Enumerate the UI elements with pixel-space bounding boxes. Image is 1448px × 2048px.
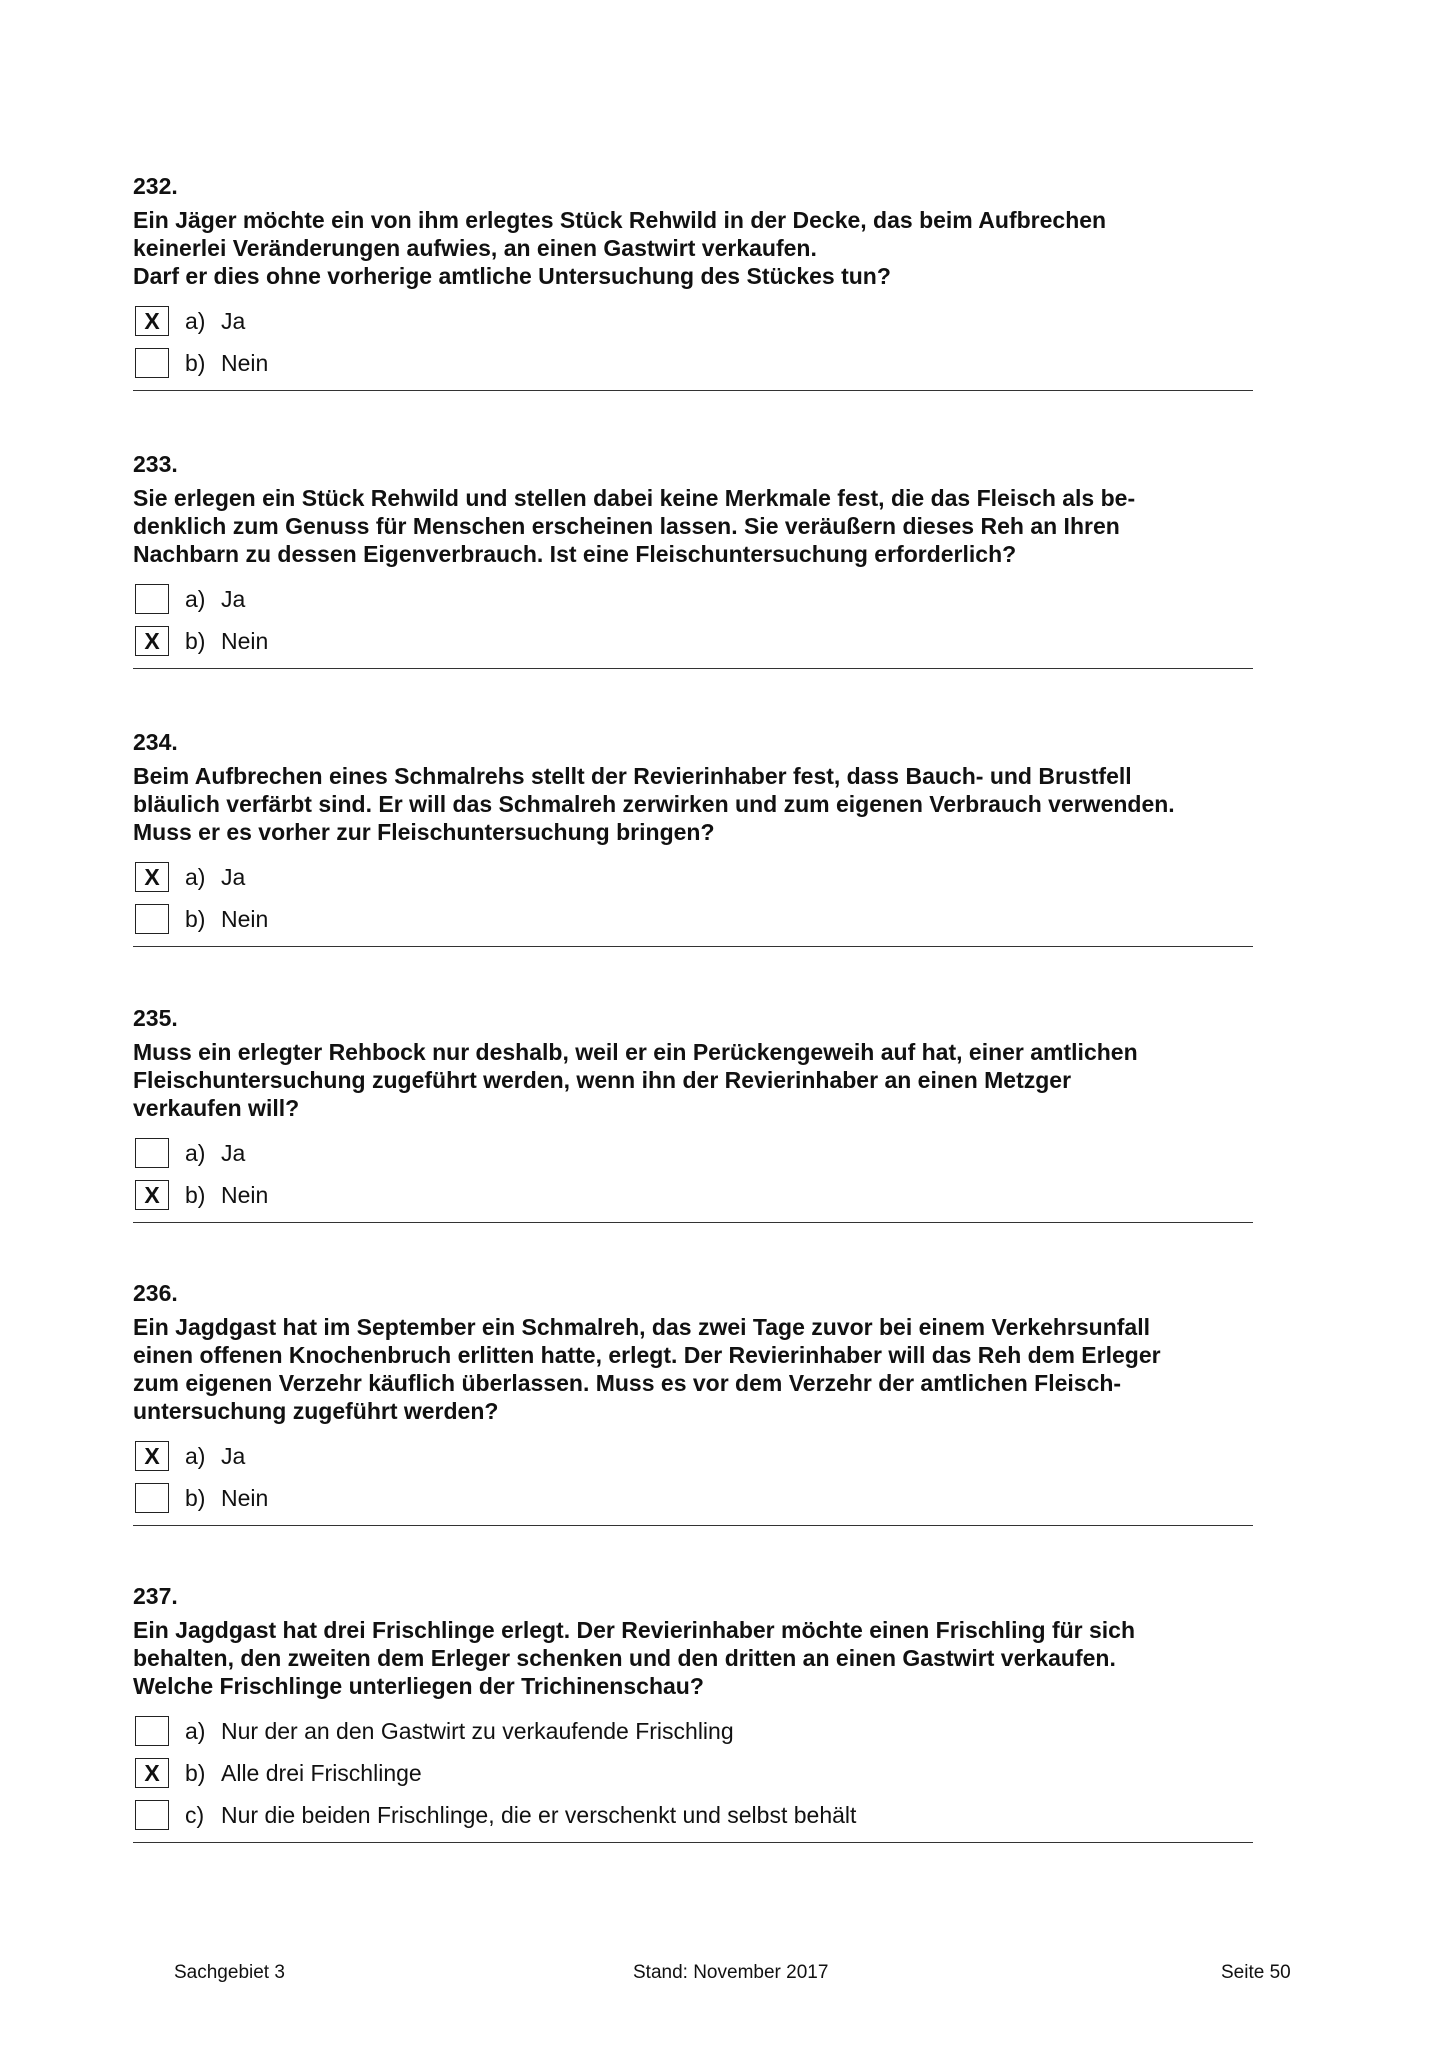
option-text: Nein <box>221 627 269 654</box>
option-letter: b) <box>185 349 206 376</box>
question-number: 235. <box>133 1005 178 1031</box>
option-text: Ja <box>221 1139 246 1166</box>
footer-section: Sachgebiet 3 <box>174 1962 285 1983</box>
option-text: Nein <box>221 349 269 376</box>
question-number: 233. <box>133 451 178 477</box>
option-text: Nein <box>221 1181 269 1208</box>
answer-checkbox[interactable] <box>135 1716 169 1746</box>
answer-option-a[interactable] <box>133 1435 1253 1477</box>
answer-checkbox[interactable]: X <box>135 862 169 892</box>
answer-options <box>133 1132 1253 1216</box>
question-text: Ein Jäger möchte ein von ihm erlegtes Stück Rehwild in der Decke, das beim Aufbrechen keinerlei Veränderungen aufwies, an einen Gastwirt verkaufen. Darf er dies ohne vorherige amtliche Untersuchung des Stückes tun? <box>133 207 1107 289</box>
question-text: Ein Jagdgast hat drei Frischlinge erlegt. Der Revierinhaber möchte einen Frischling für sich behalten, den zweiten dem Erleger schenken und den dritten an einen Gastwirt verkaufen. Welche Frischlinge unterliegen der Trichinenschau? <box>133 1617 1136 1699</box>
divider <box>133 946 1253 947</box>
option-letter: b) <box>185 905 206 932</box>
divider <box>133 390 1253 391</box>
answer-checkbox[interactable] <box>135 904 169 934</box>
answer-checkbox[interactable] <box>135 1800 169 1830</box>
question-number: 236. <box>133 1280 178 1306</box>
option-letter: b) <box>185 1181 206 1208</box>
option-text: Alle drei Frischlinge <box>221 1759 422 1786</box>
answer-option-b[interactable] <box>133 342 1253 384</box>
answer-option-b[interactable] <box>133 1752 1253 1794</box>
answer-checkbox[interactable]: X <box>135 1441 169 1471</box>
question-number: 234. <box>133 729 178 755</box>
answer-option-b[interactable] <box>133 898 1253 940</box>
question-232 <box>133 172 1253 385</box>
question-text: Beim Aufbrechen eines Schmalrehs stellt der Revierinhaber fest, dass Bauch- und Brustfell bläulich verfärbt sind. Er will das Schmalreh zerwirken und zum eigenen Verbrauch verwenden. Muss er es vorher zur Fleischuntersuchung bringen? <box>133 763 1175 845</box>
option-letter: b) <box>185 627 206 654</box>
divider <box>133 1525 1253 1526</box>
answer-checkbox[interactable] <box>135 584 169 614</box>
question-number: 232. <box>133 173 178 199</box>
answer-checkbox[interactable]: X <box>135 1180 169 1210</box>
footer-date: Stand: November 2017 <box>633 1962 829 1983</box>
answer-options <box>133 578 1253 662</box>
answer-option-a[interactable] <box>133 1132 1253 1174</box>
answer-checkbox[interactable] <box>135 1138 169 1168</box>
answer-option-a[interactable] <box>133 1710 1253 1752</box>
option-letter: a) <box>185 1717 206 1744</box>
answer-checkbox[interactable] <box>135 1483 169 1513</box>
answer-option-b[interactable] <box>133 620 1253 662</box>
option-letter: a) <box>185 863 206 890</box>
answer-checkbox[interactable]: X <box>135 626 169 656</box>
question-list <box>133 172 1253 1828</box>
option-text: Nur die beiden Frischlinge, die er verschenkt und selbst behält <box>221 1801 857 1828</box>
question-text: Ein Jagdgast hat im September ein Schmalreh, das zwei Tage zuvor bei einem Verkehrsunfall einen offenen Knochenbruch erlitten hatte, erlegt. Der Revierinhaber will das Reh dem Erleger zum eigenen Verzehr käuflich überlassen. Muss es vor dem Verzehr der amtlichen Fleisch- untersuchung zugeführt werden? <box>133 1314 1161 1424</box>
option-text: Nein <box>221 905 269 932</box>
divider <box>133 1842 1253 1843</box>
option-letter: a) <box>185 1139 206 1166</box>
option-letter: b) <box>185 1759 206 1786</box>
divider <box>133 1222 1253 1223</box>
option-text: Ja <box>221 307 246 334</box>
option-letter: b) <box>185 1484 206 1511</box>
option-letter: a) <box>185 585 206 612</box>
option-text: Ja <box>221 863 246 890</box>
option-text: Ja <box>221 585 246 612</box>
question-number: 237. <box>133 1583 178 1609</box>
question-text: Muss ein erlegter Rehbock nur deshalb, weil er ein Perückengeweih auf hat, einer amtlichen Fleischuntersuchung zugeführt werden, wenn ihn der Revierinhaber an einen Metzger verkaufen will? <box>133 1039 1138 1121</box>
footer-page-number: Seite 50 <box>1221 1962 1291 1983</box>
answer-options <box>133 1710 1253 1836</box>
answer-option-a[interactable] <box>133 300 1253 342</box>
option-text: Nur der an den Gastwirt zu verkaufende Frischling <box>221 1717 734 1744</box>
answer-option-a[interactable] <box>133 578 1253 620</box>
answer-checkbox[interactable]: X <box>135 1758 169 1788</box>
answer-option-b[interactable] <box>133 1174 1253 1216</box>
answer-checkbox[interactable]: X <box>135 306 169 336</box>
divider <box>133 668 1253 669</box>
answer-options <box>133 300 1253 384</box>
option-letter: c) <box>185 1801 205 1828</box>
answer-checkbox[interactable] <box>135 348 169 378</box>
option-text: Ja <box>221 1442 246 1469</box>
answer-option-c[interactable] <box>133 1794 1253 1836</box>
option-text: Nein <box>221 1484 269 1511</box>
answer-option-a[interactable] <box>133 856 1253 898</box>
question-text: Sie erlegen ein Stück Rehwild und stellen dabei keine Merkmale fest, die das Fleisch als be- denklich zum Genuss für Menschen erscheinen lassen. Sie veräußern dieses Reh an Ihren Nachbarn zu dessen Eigenverbrauch. Ist eine Fleischuntersuchung erforderlich? <box>133 485 1136 567</box>
answer-options <box>133 1435 1253 1519</box>
answer-options <box>133 856 1253 940</box>
answer-option-b[interactable] <box>133 1477 1253 1519</box>
option-letter: a) <box>185 307 206 334</box>
option-letter: a) <box>185 1442 206 1469</box>
